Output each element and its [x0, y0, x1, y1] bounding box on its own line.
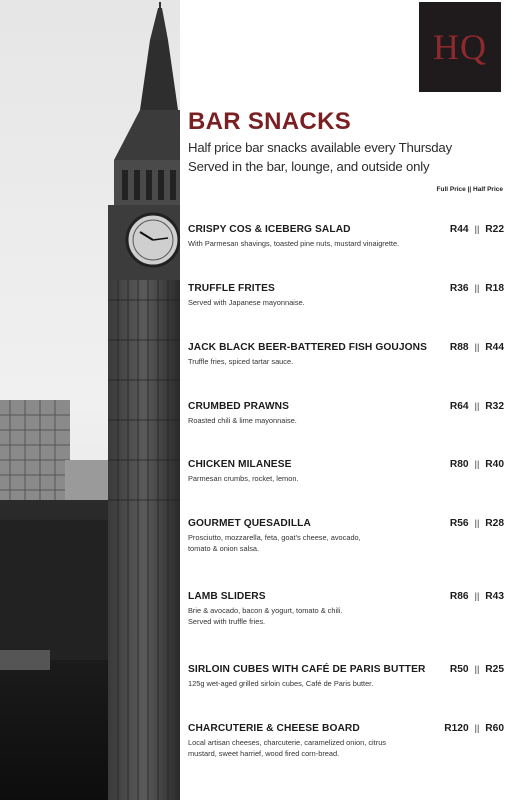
menu-item — [188, 722, 504, 759]
half-price: R40 — [485, 459, 504, 470]
menu-item-name: CRISPY COS & ICEBERG SALAD — [188, 224, 351, 235]
full-price: R44 — [449, 224, 469, 235]
half-price: R60 — [485, 723, 504, 734]
half-price: R25 — [485, 664, 504, 675]
price-separator: || — [474, 459, 480, 469]
menu-subtitle-thursday: Half price bar snacks available every Thursday — [188, 140, 452, 155]
half-price: R44 — [485, 342, 504, 353]
menu-item-description: Local artisan cheeses, charcuterie, caramelized onion, citrus — [188, 738, 387, 747]
full-price: R88 — [449, 342, 469, 353]
menu-item — [188, 517, 504, 554]
full-price: R80 — [449, 459, 469, 470]
menu-panel — [180, 0, 515, 800]
menu-item — [188, 590, 504, 627]
menu-item-name: TRUFFLE FRITES — [188, 283, 275, 294]
half-price: R32 — [485, 401, 504, 412]
logo-text: HQ — [433, 27, 487, 67]
menu-item — [188, 458, 504, 484]
menu-item-description: Truffle fries, spiced tartar sauce. — [188, 357, 294, 366]
menu-item-description-line2: Served with truffle fries. — [188, 617, 266, 626]
hq-logo — [419, 2, 501, 92]
menu-item-prices — [444, 722, 504, 735]
menu-item-prices — [450, 663, 504, 676]
menu-item-prices — [450, 590, 504, 603]
full-price: R56 — [449, 518, 469, 529]
menu-item-name: CHARCUTERIE & CHEESE BOARD — [188, 723, 360, 734]
menu-subtitle-served: Served in the bar, lounge, and outside only — [188, 159, 430, 174]
menu-item — [188, 223, 504, 249]
menu-item-name: LAMB SLIDERS — [188, 591, 266, 602]
clock-tower-photo — [0, 0, 180, 800]
half-price: R28 — [485, 518, 504, 529]
menu-item-name: GOURMET QUESADILLA — [188, 518, 311, 529]
menu-item-name: JACK BLACK BEER-BATTERED FISH GOUJONS — [188, 342, 427, 353]
menu-item-name: CHICKEN MILANESE — [188, 459, 292, 470]
menu-item — [188, 400, 504, 426]
menu-item — [188, 341, 504, 367]
menu-item-description: Parmesan crumbs, rocket, lemon. — [188, 474, 299, 483]
menu-item-description: 125g wet-aged grilled sirloin cubes, Café de Paris butter. — [188, 679, 374, 688]
menu-item-prices — [450, 458, 504, 471]
menu-item-description: Roasted chili & lime mayonnaise. — [188, 416, 297, 425]
price-separator: || — [474, 723, 480, 733]
price-separator: || — [474, 224, 480, 234]
full-price: R36 — [449, 283, 469, 294]
menu-item-description-line2: tomato & onion salsa. — [188, 544, 260, 553]
menu-item-description-line2: mustard, sweet harrief, wood fired corn-bread. — [188, 749, 340, 758]
price-separator: || — [474, 591, 480, 601]
menu-item — [188, 663, 504, 689]
half-price: R22 — [485, 224, 504, 235]
menu-item-prices — [450, 400, 504, 413]
menu-item-description: With Parmesan shavings, toasted pine nuts, mustard vinaigrette. — [188, 239, 400, 248]
price-separator: || — [474, 283, 480, 293]
menu-item-prices — [450, 282, 504, 295]
price-separator: || — [474, 342, 480, 352]
full-price: R86 — [449, 591, 469, 602]
menu-item-prices — [450, 517, 504, 530]
menu-item-name: SIRLOIN CUBES WITH CAFÉ DE PARIS BUTTER — [188, 664, 426, 675]
menu-item-name: CRUMBED PRAWNS — [188, 401, 290, 412]
full-price: R50 — [449, 664, 469, 675]
half-price: R18 — [485, 283, 504, 294]
price-column-header: Full Price || Half Price — [436, 186, 503, 193]
price-separator: || — [474, 401, 480, 411]
full-price: R120 — [444, 723, 469, 734]
full-price: R64 — [449, 401, 469, 412]
menu-title: BAR SNACKS — [188, 108, 352, 135]
half-price: R43 — [485, 591, 504, 602]
menu-item-description: Served with Japanese mayonnaise. — [188, 298, 305, 307]
price-separator: || — [474, 664, 480, 674]
menu-item-description: Brie & avocado, bacon & yogurt, tomato & chili. — [188, 606, 343, 615]
menu-item-description: Prosciutto, mozzarella, feta, goat's cheese, avocado, — [188, 533, 361, 542]
menu-item-prices — [450, 223, 504, 236]
price-separator: || — [474, 518, 480, 528]
menu-item — [188, 282, 504, 308]
menu-item-prices — [450, 341, 504, 354]
